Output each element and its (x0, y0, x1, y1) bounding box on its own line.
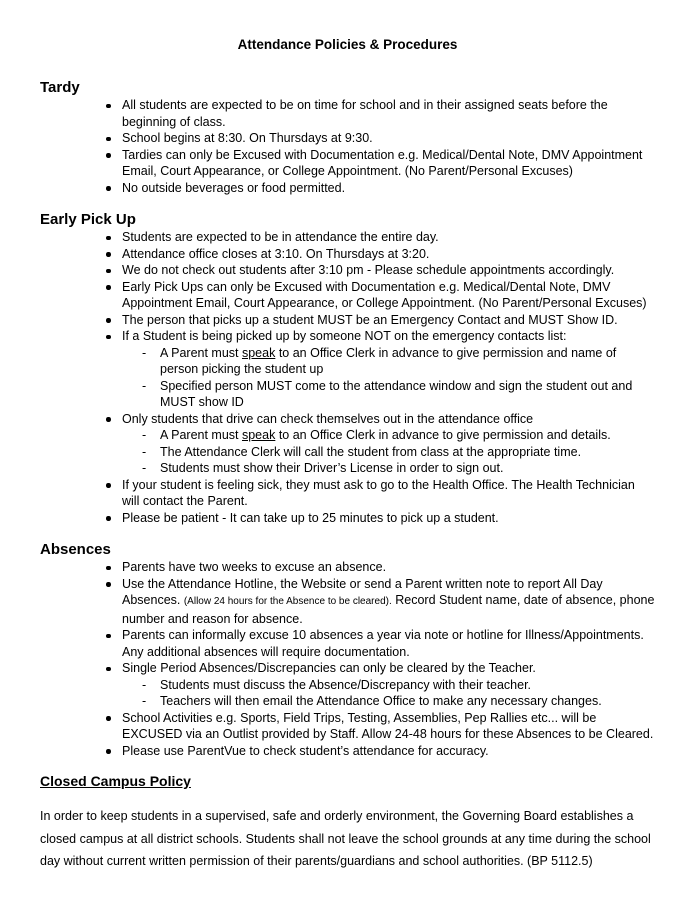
sub-list-item (40, 345, 655, 378)
list-item-text: School Activities e.g. Sports, Field Trips, Testing, Assemblies, Pep Rallies etc... will be EXCUSED via an Outlist provided by Staff. Allow 24-48 hours for these Absences to be Cleared. (122, 710, 654, 741)
tardy-bullet-list (40, 97, 655, 196)
text-run: A Parent must (160, 428, 242, 442)
list-item (40, 411, 655, 428)
list-item-text: The person that picks up a student MUST be an Emergency Contact and MUST Show ID. (122, 312, 618, 327)
list-item (40, 328, 655, 345)
list-item-text: All students are expected to be on time for school and in their assigned seats before the beginning of class. (122, 98, 608, 129)
list-item-text: School begins at 8:30. On Thursdays at 9:30. (122, 131, 373, 145)
text-run: to an Office Clerk in advance to give permission and details. (275, 428, 611, 442)
list-item (40, 576, 655, 628)
list-item-text: Parents have two weeks to excuse an absence. (122, 560, 387, 574)
list-item-text: If your student is feeling sick, they must ask to go to the Health Office. The Health Technician will contact the Parent. (122, 477, 635, 508)
list-item-text: Parents can informally excuse 10 absences a year via note or hotline for Illness/Appointments. Any additional absences will require documentation. (122, 628, 644, 659)
list-item (40, 743, 655, 760)
list-item (40, 710, 655, 743)
sub-list-item (40, 677, 655, 694)
text-run: Record Student name, date of absence, phone number and reason for absence. (122, 593, 655, 626)
list-item (40, 262, 655, 279)
text-run: A Parent must (160, 345, 242, 360)
underlined-text: speak (241, 428, 276, 442)
list-item (40, 180, 655, 197)
section-tardy (40, 78, 655, 196)
list-item (40, 279, 655, 312)
list-item-text: If a Student is being picked up by someone NOT on the emergency contacts list: (122, 329, 567, 343)
section-tardy-heading: Tardy (40, 79, 80, 96)
list-item-text (122, 577, 654, 626)
section-absences (40, 540, 655, 759)
text-run: Use the Attendance Hotline, the Website or send a Parent written note to report All Day Absences. (122, 576, 603, 607)
list-item (40, 97, 655, 130)
list-item-text: We do not check out students after 3:10 pm - Please schedule appointments accordingly. (122, 263, 615, 277)
list-item (40, 559, 655, 576)
list-item-text: Attendance office closes at 3:10. On Thursdays at 3:20. (122, 246, 430, 261)
list-item (40, 627, 655, 660)
closed-campus-heading: Closed Campus Policy (40, 773, 191, 789)
list-item-text: The Attendance Clerk will call the student from class at the appropriate time. (160, 444, 582, 459)
list-item-text: Single Period Absences/Discrepancies can only be cleared by the Teacher. (122, 661, 536, 675)
list-item-text: Tardies can only be Excused with Documentation e.g. Medical/Dental Note, DMV Appointment Email, Court Appearance, or College Appointment. (No Parent/Personal Excuses) (122, 147, 643, 178)
list-item-text: Specified person MUST come to the attendance window and sign the student out and MUST show ID (160, 378, 633, 409)
document-title: Attendance Policies & Procedures (237, 37, 458, 52)
section-early-pick-up (40, 210, 655, 526)
list-item (40, 130, 655, 147)
list-item-text: Please be patient - It can take up to 25 minutes to pick up a student. (122, 510, 499, 525)
early-pick-up-bullet-list (40, 229, 655, 526)
sub-list-item (40, 444, 655, 461)
section-closed-campus (40, 771, 655, 873)
list-item-text: Early Pick Ups can only be Excused with Documentation e.g. Medical/Dental Note, DMV Appointment Email, Court Appearance, or College Appointment. (No Parent/Personal Excuses) (122, 279, 647, 310)
absences-bullet-list (40, 559, 655, 759)
list-item-text: Students must show their Driver’s License in order to sign out. (160, 461, 504, 475)
list-item (40, 229, 655, 246)
list-item-text: No outside beverages or food permitted. (122, 180, 346, 195)
list-item (40, 660, 655, 677)
list-item-text (160, 346, 616, 377)
list-item (40, 477, 655, 510)
list-item-text: Students are expected to be in attendance the entire day. (122, 230, 439, 244)
sub-list-item (40, 427, 655, 444)
list-item (40, 246, 655, 263)
list-item (40, 147, 655, 180)
list-item-text: Teachers will then email the Attendance Office to make any necessary changes. (160, 694, 602, 708)
list-item (40, 312, 655, 329)
closed-campus-paragraph: In order to keep students in a supervised, safe and orderly environment, the Governing Board establishes a closed campus at all district schools. Students shall not leave the school grounds at any time during the school day without current written permission of their parents/guardians and school authorities. (BP 5112.5) (40, 809, 651, 868)
sub-list-item (40, 693, 655, 710)
section-early-pick-up-heading: Early Pick Up (40, 211, 136, 228)
text-run: to an Office Clerk in advance to give permission and name of person picking the student up (160, 345, 617, 376)
sub-list-item (40, 378, 655, 411)
section-absences-heading: Absences (40, 541, 111, 558)
list-item (40, 510, 655, 527)
small-text-run: (Allow 24 hours for the Absence to be cleared). (183, 596, 392, 607)
list-item-text: Please use ParentVue to check student’s attendance for accuracy. (122, 743, 489, 758)
underlined-text: speak (241, 345, 276, 360)
list-item-text (160, 428, 611, 442)
list-item-text: Only students that drive can check themselves out in the attendance office (122, 411, 534, 426)
sub-list-item (40, 460, 655, 477)
list-item-text: Students must discuss the Absence/Discrepancy with their teacher. (160, 677, 532, 692)
